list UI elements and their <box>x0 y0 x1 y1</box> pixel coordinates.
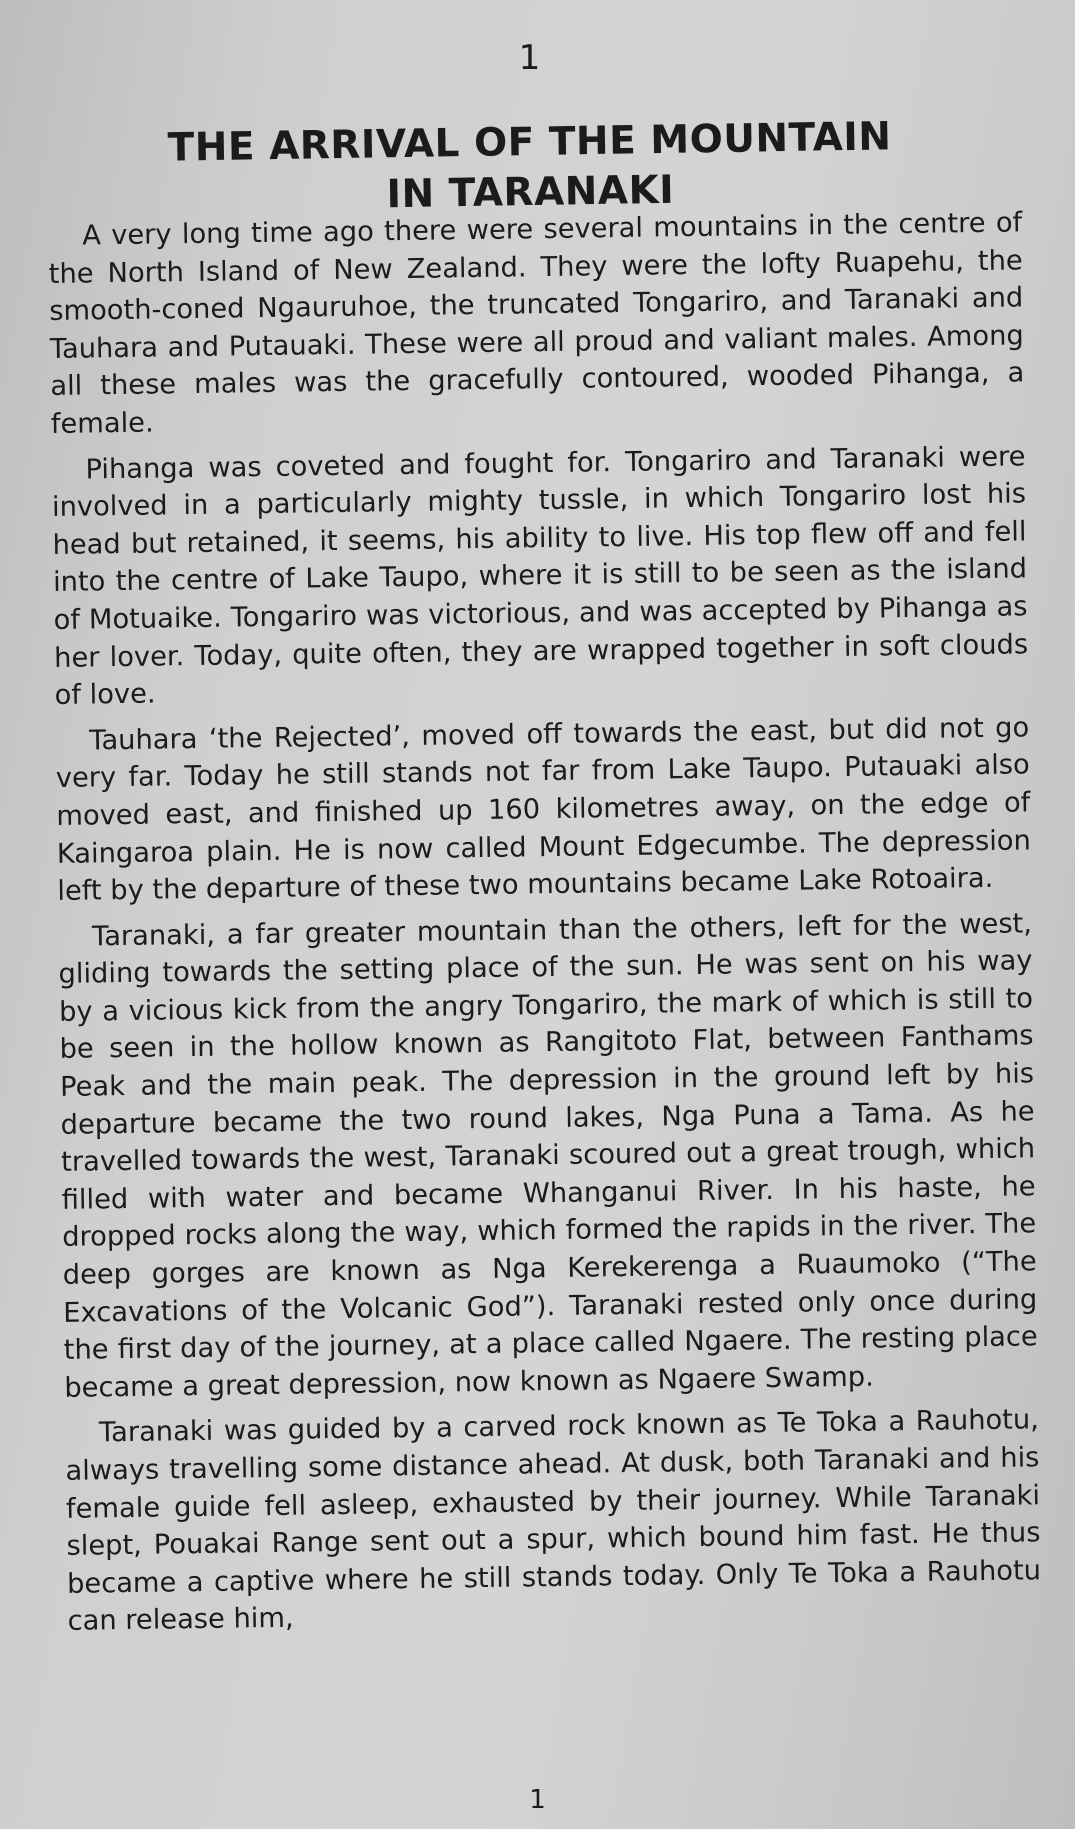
paragraph-5: Taranaki was guided by a carved rock known as Te Toka a Rauhotu, always travelling some distance ahead. At dusk, both Taranaki and his female guide fell asleep, exhausted by their journey. While Taranaki slept, Pouakai Range sent out a spur, which bound him fast. He thus became a captive where he still stands today. Only Te Toka a Rauhotu can release him, <box>65 1404 1042 1638</box>
paragraph-4: Taranaki, a far greater mountain than the others, left for the west, gliding towards the setting place of the sun. He was sent on his way by a vicious kick from the angry Tongariro, the mark of which is still to be seen in the hollow known as Rangitoto Flat, between Fanthams Peak and the main peak. The depression in the ground left by his departure became the two round lakes, Nga Puna a Tama. As he travelled towards the west, Taranaki scoured out a great trough, which filled with water and became Whanganui River. In his haste, he dropped rocks along the way, which formed the rapids in the river. The deep gorges are known as Nga Kerekerenga a Ruaumoko (“The Excavations of the Volcanic God”). Taranaki rested only once during the first day of the journey, at a place called Ngaere. The resting place became a great depression, now known as Ngaere Swamp. <box>58 908 1038 1404</box>
chapter-body <box>48 204 1042 1648</box>
chapter-title-line-1: THE ARRIVAL OF THE MOUNTAIN <box>167 114 892 171</box>
page-number-footer: 1 <box>529 1785 546 1815</box>
chapter-number: 1 <box>518 38 542 78</box>
paragraph-2: Pihanga was coveted and fought for. Tongariro and Taranaki were involved in a particularly mighty tussle, in which Tongariro lost his head but retained, it seems, his ability to live. His top flew off and fell into the centre of Lake Taupo, where it is still to be seen as the island of Motuaike. Tongariro was victorious, and was accepted by Pihanga as her lover. Today, quite often, they are wrapped together in soft clouds of love. <box>51 440 1029 712</box>
paragraph-1: A very long time ago there were several mountains in the centre of the North Island of New Zealand. They were the lofty Ruapehu, the smooth-coned Ngauruhoe, the truncated Tongariro, and Taranaki and Tauhara and Putauaki. These were all proud and valiant males. Among all these males was the gracefully contoured, wooded Pihanga, a female. <box>48 207 1025 440</box>
paragraph-3: Tauhara ‘the Rejected’, moved off towards the east, but did not go very far. Today he still stands not far from Lake Taupo. Putauaki also moved east, and finished up 160 kilometres away, on the edge of Kaingaroa plain. He is now called Mount Edgecumbe. The depression left by the departure of these two mountains became Lake Rotoaira. <box>55 712 1032 908</box>
chapter-title-line-2: IN TARANAKI <box>386 167 675 218</box>
